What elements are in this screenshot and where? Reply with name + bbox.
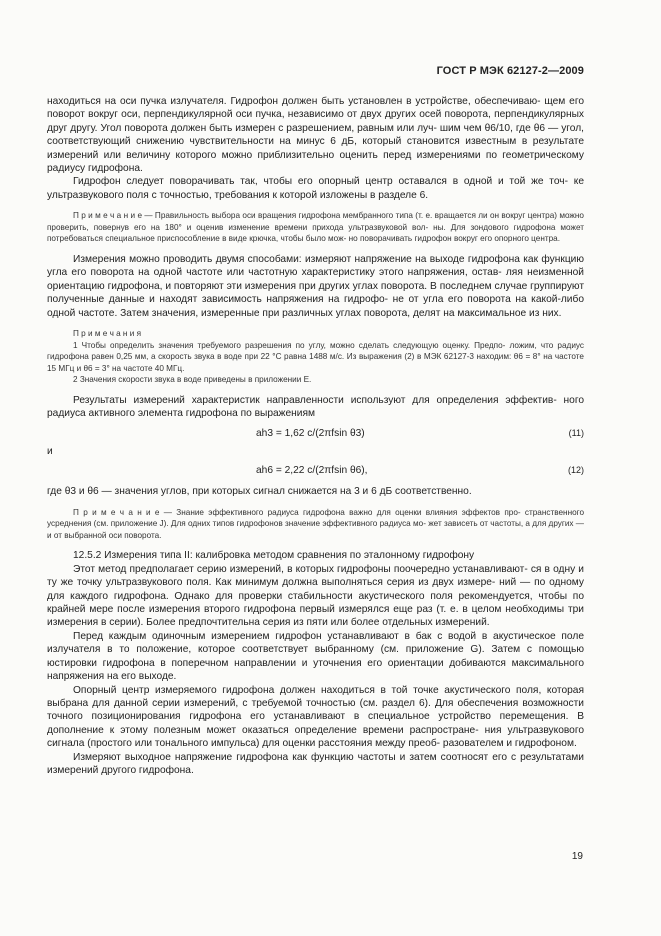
formula-expression: ah6 = 2,22 c/(2πfsin θ6), bbox=[256, 465, 368, 477]
paragraph: Измерения можно проводить двумя способами: измеряют напряжение на выходе гидрофона как функцию угла его поворота на одной частоте или частотную характеристику этого напряжения, остав- ляя неизменной ориентацию гидрофона, и повторяют эти измерения при других углах поворота. В последнем случае группируют полученные данные и находят зависимость напряжения на гидрофо- не от угла его поворота на какой-либо одной частоте. Затем значения, измеренные при различных углах поворота, делят на максимальное из них. bbox=[47, 254, 584, 319]
formula-expression: ah3 = 1,62 c/(2πfsin θ3) bbox=[256, 427, 365, 439]
formula-number: (12) bbox=[567, 465, 584, 476]
paragraph: Этот метод предполагает серию измерений, в которых гидрофоны поочередно устанавливают- ся в одну и ту же точку ультразвукового поля. Как минимум должна выполняться серия из двух измере- ний — по одному для каждого гидрофона. Однако для проверки стабильности акустического поля рекомендуется, чтобы по крайней мере после измерения второго гидрофона первый измерялся еще раз (т. е. в целом необходимы три измерения в серии). Более предпочтительна серия из пяти или более отдельных измерений. bbox=[47, 563, 584, 629]
paragraph: находиться на оси пучка излучателя. Гидрофон должен быть установлен в устройстве, обеспечиваю- щем его поворот вокруг оси, перпендикулярной оси пучка, независимо от двух других осей поворота, перпендикулярных друг другу. Угол поворота должен быть измерен с разрешением, равным или луч- шим чем θ6/10, где θ6 — угол, соответствующий снижению чувствительности на минус 6 дБ, который становится известным в результате измерений или величину которого можно приблизительно оценить перед измерениями по геометрическому радиусу гидрофона. bbox=[47, 96, 584, 175]
note: 1 Чтобы определить значения требуемого разрешения по углу, можно сделать следующую оценку. Предпо- ложим, что радиус гидрофона равен 0,25 мм, а скорость звука в воде при 22 °С равна 1488 м/с. Из выражения (2) в МЭК 62127-3 находим: θ6 = 8° на частоте 15 МГц и θ6 = 3° на частоте 40 МГц. bbox=[47, 340, 584, 373]
note: П р и м е ч а н и е — Правильность выбора оси вращения гидрофона мембранного типа (т. е. вращается ли он вокруг центра) можно проверить, повернув его на 180° и оценив изменение времени прихода ультразвуковой вол- ны. Для зондового гидрофона может потребоваться специальное приспособление в виде крючка, чтобы было мож- но поворачивать гидрофон вокруг его опорного центра. bbox=[47, 211, 584, 244]
paragraph: Перед каждым одиночным измерением гидрофон устанавливают в бак с водой в акустическое поле излучателя в то положение, которое соответствует выбранному (см. приложение G). Затем с помощью юстировки гидрофона в поперечном направлении и уточнения его ориентации добиваются максимального напряжения на его выходе. bbox=[47, 630, 584, 683]
paragraph: где θ3 и θ6 — значения углов, при которых сигнал снижается на 3 и 6 дБ соответственно. bbox=[47, 486, 472, 498]
page-number: 19 bbox=[571, 851, 583, 862]
document-header: ГОСТ Р МЭК 62127-2—2009 bbox=[436, 65, 584, 77]
conjunction: и bbox=[47, 445, 53, 457]
formula bbox=[47, 462, 584, 480]
paragraph: Гидрофон следует поворачивать так, чтобы его опорный центр оставался в одной и той же точ- ке ультразвукового поля с точностью, требования к которой изложены в разделе 6. bbox=[47, 176, 584, 201]
formula bbox=[47, 425, 584, 443]
formula-number: (11) bbox=[568, 427, 584, 438]
section-heading: 12.5.2 Измерения типа II: калибровка методом сравнения по эталонному гидрофону bbox=[73, 550, 475, 562]
note: П р и м е ч а н и е — Знание эффективного радиуса гидрофона важно для оценки влияния эффектов про- странственного усреднения (см. приложение J). Для одних типов гидрофонов значение эффективного радиуса мо- жет зависеть от частоты, а для других — и от выбранной оси поворота. bbox=[47, 507, 584, 540]
paragraph: Измеряют выходное напряжение гидрофона как функцию частоты и затем соотносят его с результатами измерений другого гидрофона. bbox=[47, 751, 584, 776]
notes-title: П р и м е ч а н и я bbox=[73, 329, 142, 339]
document-body bbox=[47, 95, 584, 777]
note: 2 Значения скорости звука в воде приведены в приложении Е. bbox=[73, 375, 312, 385]
paragraph: Результаты измерений характеристик направленности используют для определения эффектив- ного радиуса активного элемента гидрофона по выражениям bbox=[47, 395, 584, 420]
paragraph: Опорный центр измеряемого гидрофона должен находиться в той точке акустического поля, которая выбрана для данной серии измерений, с требуемой точностью (см. раздел 6). Для обеспечения возможности точного позиционирования гидрофона его устанавливают в специальное устройство перемещения. В дополнение к этому полезным может оказаться определение времени распростране- ния ультразвукового сигнала (простого или тонального импульса) для оценки расстояния между преоб- разователем и гидрофоном. bbox=[47, 684, 584, 750]
